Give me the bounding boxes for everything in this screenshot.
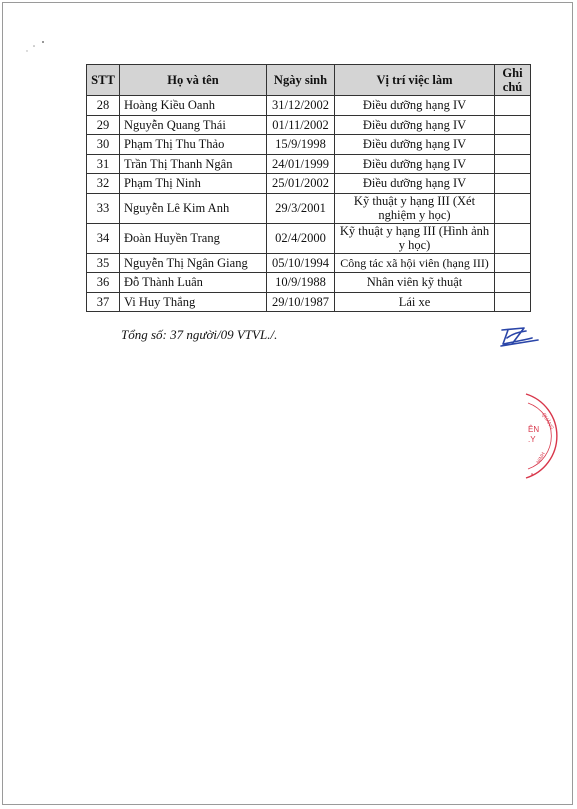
cell-stt: 29 (87, 115, 120, 135)
signature-initials-icon (498, 324, 540, 348)
cell-name: Nguyễn Quang Thái (120, 115, 267, 135)
table-row (87, 96, 531, 116)
cell-dob: 10/9/1988 (267, 273, 335, 293)
svg-text:NINH: NINH (535, 451, 547, 465)
header-dob: Ngày sinh (267, 65, 335, 96)
cell-role: Kỹ thuật y hạng III (Hình ảnh y học) (335, 223, 495, 253)
cell-dob: 02/4/2000 (267, 223, 335, 253)
table-row (87, 273, 531, 293)
cell-role: Kỹ thuật y hạng III (Xét nghiệm y học) (335, 193, 495, 223)
cell-stt: 35 (87, 253, 120, 273)
cell-dob: 29/3/2001 (267, 193, 335, 223)
cell-role: Điều dưỡng hạng IV (335, 154, 495, 174)
table-row (87, 223, 531, 253)
cell-note (495, 193, 531, 223)
cell-role: Điều dưỡng hạng IV (335, 174, 495, 194)
cell-note (495, 135, 531, 155)
cell-dob: 05/10/1994 (267, 253, 335, 273)
header-stt: STT (87, 65, 120, 96)
cell-note (495, 115, 531, 135)
staff-table (86, 64, 531, 312)
seal-fragment-text: ÊN .Y (528, 425, 540, 444)
cell-dob: 25/01/2002 (267, 174, 335, 194)
cell-stt: 33 (87, 193, 120, 223)
table-header-row (87, 65, 531, 96)
cell-stt: 31 (87, 154, 120, 174)
cell-dob: 15/9/1998 (267, 135, 335, 155)
cell-stt: 37 (87, 292, 120, 312)
table-row (87, 154, 531, 174)
cell-role: Nhân viên kỹ thuật (335, 273, 495, 293)
cell-dob: 29/10/1987 (267, 292, 335, 312)
cell-note (495, 96, 531, 116)
cell-stt: 32 (87, 174, 120, 194)
table-row (87, 253, 531, 273)
cell-role: Lái xe (335, 292, 495, 312)
scan-specks-icon (24, 40, 48, 54)
cell-name: Vi Huy Thắng (120, 292, 267, 312)
table-row (87, 292, 531, 312)
cell-name: Trần Thị Thanh Ngân (120, 154, 267, 174)
cell-stt: 30 (87, 135, 120, 155)
cell-name: Phạm Thị Thu Thảo (120, 135, 267, 155)
cell-name: Phạm Thị Ninh (120, 174, 267, 194)
total-summary: Tổng số: 37 người/09 VTVL./. (121, 327, 278, 342)
cell-role: Điều dưỡng hạng IV (335, 115, 495, 135)
table-row (87, 174, 531, 194)
table-row (87, 193, 531, 223)
red-seal-stamp-icon (506, 388, 576, 488)
header-name: Họ và tên (120, 65, 267, 96)
cell-dob: 31/12/2002 (267, 96, 335, 116)
cell-role: Điều dưỡng hạng IV (335, 135, 495, 155)
cell-note (495, 253, 531, 273)
cell-name: Hoàng Kiều Oanh (120, 96, 267, 116)
cell-stt: 34 (87, 223, 120, 253)
header-note: Ghi chú (495, 65, 531, 96)
cell-note (495, 154, 531, 174)
cell-name: Nguyễn Thị Ngân Giang (120, 253, 267, 273)
cell-role: Công tác xã hội viên (hạng III) (335, 253, 495, 273)
table-row (87, 135, 531, 155)
cell-stt: 28 (87, 96, 120, 116)
svg-text:QUẢNG: QUẢNG (540, 412, 555, 431)
cell-note (495, 292, 531, 312)
cell-name: Đỗ Thành Luân (120, 273, 267, 293)
header-role: Vị trí việc làm (335, 65, 495, 96)
cell-role: Điều dưỡng hạng IV (335, 96, 495, 116)
cell-dob: 24/01/1999 (267, 154, 335, 174)
cell-note (495, 174, 531, 194)
cell-stt: 36 (87, 273, 120, 293)
cell-name: Nguyễn Lê Kim Anh (120, 193, 267, 223)
table-row (87, 115, 531, 135)
cell-dob: 01/11/2002 (267, 115, 335, 135)
cell-note (495, 273, 531, 293)
cell-note (495, 223, 531, 253)
cell-name: Đoàn Huyền Trang (120, 223, 267, 253)
